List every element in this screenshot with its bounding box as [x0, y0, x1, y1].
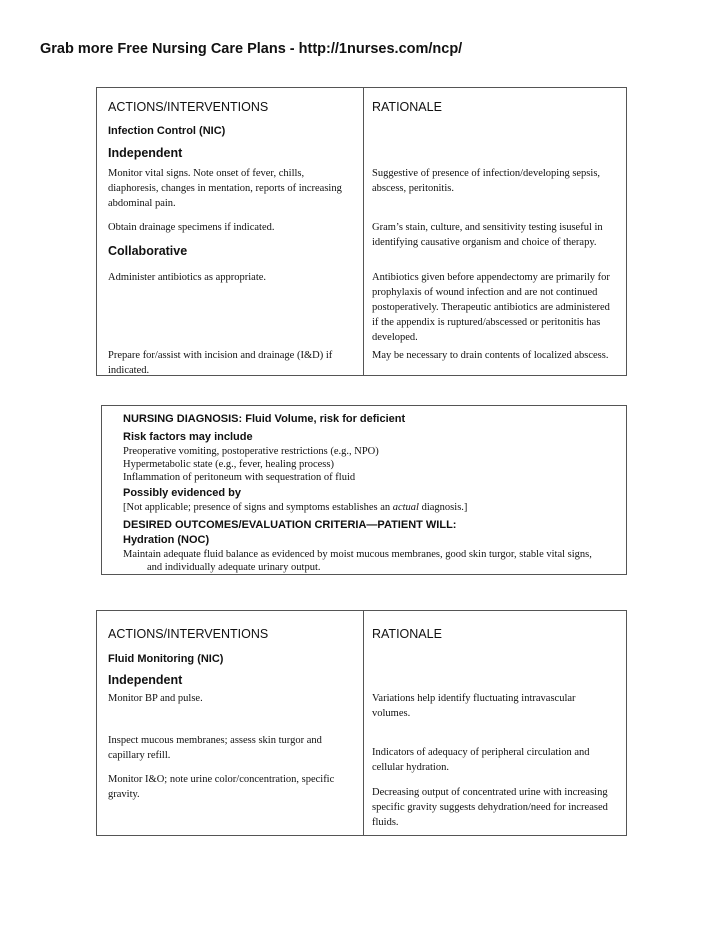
action-cell: Monitor BP and pulse. — [108, 693, 203, 704]
outcomes-heading: DESIRED OUTCOMES/EVALUATION CRITERIA—PATIENT WILL: — [123, 519, 457, 531]
action-cell: Inspect mucous membranes; assess skin turgor and capillary refill. — [108, 735, 322, 761]
column-header-actions: ACTIONS/INTERVENTIONS — [108, 627, 269, 641]
column-divider — [363, 611, 364, 835]
action-cell: Prepare for/assist with incision and drainage (I&D) if indicated. — [108, 350, 333, 376]
interventions-table-fluid — [96, 610, 627, 836]
action-cell: Obtain drainage specimens if indicated. — [108, 222, 275, 233]
column-header-rationale: RATIONALE — [372, 627, 442, 641]
column-header-actions: ACTIONS/INTERVENTIONS — [108, 100, 269, 114]
interventions-table-infection — [96, 87, 627, 376]
rationale-cell: Indicators of adequacy of peripheral circulation and cellular hydration. — [372, 747, 590, 773]
column-header-rationale: RATIONALE — [372, 100, 442, 114]
rationale-cell: Antibiotics given before appendectomy are primarily for prophylaxis of wound infection and are not continued postoperatively. Therapeutic antibiotics are administered if the appendix is ruptured/abscessed or peritonitis has developed. — [372, 272, 610, 343]
rationale-cell: Gram’s stain, culture, and sensitivity testing isuseful in identifying causative organism and choice of therapy. — [372, 222, 603, 248]
independent-heading: Independent — [108, 673, 183, 687]
outcome-text: Maintain adequate fluid balance as evidenced by moist mucous membranes, good skin turgor, stable vital signs, and individually adequate urinary output. — [123, 549, 592, 573]
nursing-diagnosis-box — [101, 405, 627, 575]
diagnosis-title: NURSING DIAGNOSIS: Fluid Volume, risk for deficient — [123, 413, 406, 425]
rationale-cell: May be necessary to drain contents of localized abscess. — [372, 350, 609, 361]
column-divider — [363, 88, 364, 375]
rationale-cell: Variations help identify fluctuating intravascular volumes. — [372, 693, 576, 719]
collaborative-heading: Collaborative — [108, 244, 188, 258]
page-header-link[interactable]: Grab more Free Nursing Care Plans - http://1nurses.com/ncp/ — [40, 41, 463, 57]
risk-factors-list: Preoperative vomiting, postoperative restrictions (e.g., NPO) Hypermetabolic state (e.g., fever, healing process) Inflammation of peritoneum with sequestration of fluid — [123, 446, 379, 483]
evidence-heading: Possibly evidenced by — [123, 487, 241, 499]
independent-heading: Independent — [108, 146, 183, 160]
evidence-text: [Not applicable; presence of signs and symptoms establishes an actual diagnosis.] — [123, 502, 468, 513]
risk-factors-heading: Risk factors may include — [123, 431, 253, 443]
action-cell: Monitor I&O; note urine color/concentration, specific gravity. — [108, 774, 335, 800]
rationale-cell: Decreasing output of concentrated urine with increasing specific gravity suggests dehydration/need for increased fluids. — [372, 787, 608, 828]
action-cell: Monitor vital signs. Note onset of fever, chills, diaphoresis, changes in mentation, reports of increasing abdominal pain. — [108, 168, 342, 209]
noc-label: Hydration (NOC) — [123, 534, 210, 546]
rationale-cell: Suggestive of presence of infection/developing sepsis, abscess, peritonitis. — [372, 168, 601, 194]
action-cell: Administer antibiotics as appropriate. — [108, 272, 267, 283]
nic-label: Fluid Monitoring (NIC) — [108, 653, 224, 665]
nic-label: Infection Control (NIC) — [108, 125, 226, 137]
